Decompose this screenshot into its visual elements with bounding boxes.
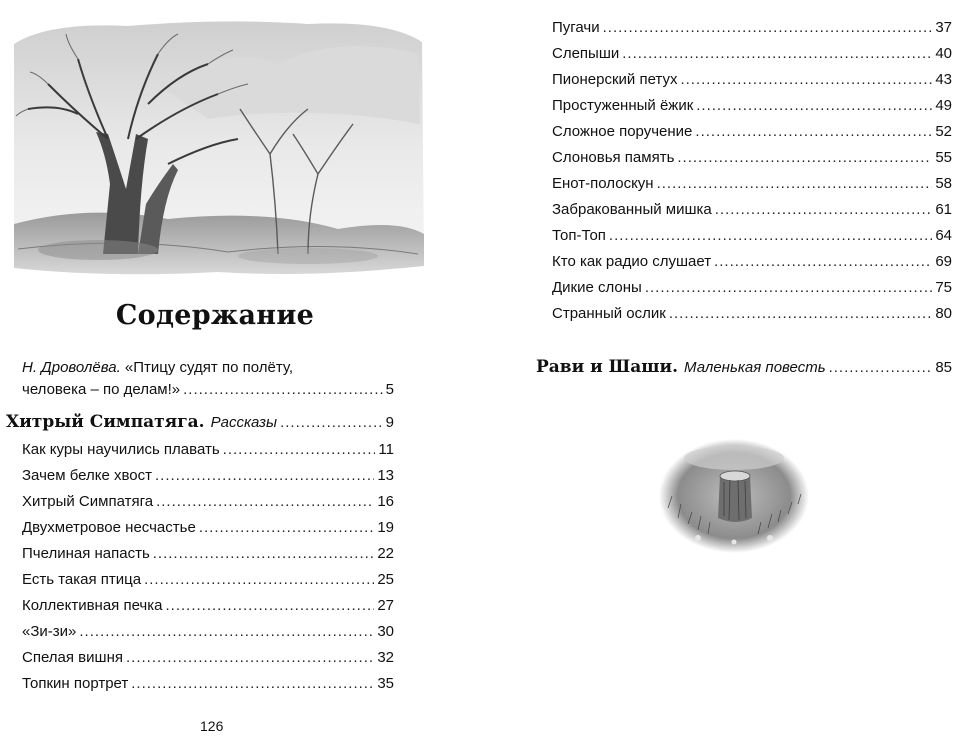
toc-item-page: 80	[935, 305, 952, 322]
toc-item[interactable]	[22, 519, 394, 537]
leader-dots	[223, 441, 376, 459]
toc-item[interactable]	[22, 571, 394, 589]
leader-dots	[622, 45, 932, 63]
toc-item[interactable]	[22, 441, 394, 459]
intro-page: 5	[385, 381, 394, 398]
leader-dots	[669, 305, 932, 323]
toc-item-title: Спелая вишня	[22, 649, 123, 666]
leader-dots	[183, 381, 383, 399]
intro-author: Н. Дроволёва.	[22, 359, 121, 376]
toc-item-page: 19	[377, 519, 394, 536]
toc-item-title: Забракованный мишка	[552, 201, 712, 218]
toc-item-title: Слоновья память	[552, 149, 675, 166]
toc-item-page: 58	[935, 175, 952, 192]
leader-dots	[609, 227, 932, 245]
leader-dots	[829, 359, 933, 377]
toc-item-page: 43	[935, 71, 952, 88]
toc-item-page: 75	[935, 279, 952, 296]
stump-vignette-illustration	[658, 438, 810, 554]
toc-intro-second-line[interactable]	[22, 381, 394, 399]
leader-dots	[199, 519, 375, 537]
toc-item-page: 16	[377, 493, 394, 510]
section-title: Хитрый Симпатяга.	[6, 412, 205, 432]
toc-item[interactable]	[22, 649, 394, 667]
toc-item-title: Как куры научились плавать	[22, 441, 220, 458]
toc-section-ravi-i-shashi[interactable]	[536, 358, 952, 377]
leader-dots	[696, 97, 932, 115]
toc-item-title: Есть такая птица	[22, 571, 142, 588]
leader-dots	[126, 649, 374, 667]
toc-item-page: 35	[377, 675, 394, 692]
toc-item-page: 30	[377, 623, 394, 640]
toc-item-page: 52	[935, 123, 952, 140]
toc-item[interactable]	[22, 675, 394, 693]
toc-item[interactable]	[22, 597, 394, 615]
intro-title-line2: человека – по делам!»	[22, 381, 181, 398]
leader-dots	[603, 19, 933, 37]
toc-item[interactable]	[22, 493, 394, 511]
toc-item-title: Дикие слоны	[552, 279, 642, 296]
toc-item[interactable]	[552, 253, 952, 271]
leader-dots	[79, 623, 374, 641]
toc-item-title: Хитрый Симпатяга	[22, 493, 154, 510]
toc-item[interactable]	[552, 149, 952, 167]
toc-item-title: Коллективная печка	[22, 597, 163, 614]
leader-dots	[155, 467, 374, 485]
toc-item[interactable]	[22, 467, 394, 485]
leader-dots	[165, 597, 374, 615]
toc-item[interactable]	[552, 97, 952, 115]
toc-item[interactable]	[552, 175, 952, 193]
leader-dots	[695, 123, 932, 141]
toc-item-title: Пионерский петух	[552, 71, 678, 88]
page-number: 126	[200, 718, 224, 734]
toc-item-title: Пугачи	[552, 19, 600, 36]
toc-item-title: Слепыши	[552, 45, 620, 62]
toc-item-title: Сложное поручение	[552, 123, 693, 140]
toc-item[interactable]	[552, 19, 952, 37]
leader-dots	[677, 149, 932, 167]
toc-section-khitry-simpatyaga[interactable]	[6, 413, 394, 432]
toc-item-page: 49	[935, 97, 952, 114]
toc-item[interactable]	[552, 201, 952, 219]
toc-item-title: «Зи-зи»	[22, 623, 77, 640]
toc-item-page: 32	[377, 649, 394, 666]
toc-item-title: Зачем белке хвост	[22, 467, 152, 484]
leader-dots	[144, 571, 374, 589]
leader-dots	[645, 279, 932, 297]
toc-item-page: 69	[935, 253, 952, 270]
intro-title-line1: «Птицу судят по полёту,	[124, 359, 294, 376]
toc-item-page: 13	[377, 467, 394, 484]
leader-dots	[657, 175, 933, 193]
leader-dots	[280, 414, 383, 432]
toc-item[interactable]	[22, 545, 394, 563]
toc-item-title: Енот-полоскун	[552, 175, 654, 192]
toc-item[interactable]	[552, 45, 952, 63]
toc-item-page: 64	[935, 227, 952, 244]
right-page	[480, 0, 960, 736]
toc-item-page: 37	[935, 19, 952, 36]
section-page: 85	[935, 359, 952, 376]
toc-item[interactable]	[22, 623, 394, 641]
section-subtitle: Маленькая повесть	[684, 359, 826, 376]
leader-dots	[156, 493, 374, 511]
toc-item-page: 22	[377, 545, 394, 562]
section-title: Рави и Шаши.	[536, 357, 679, 377]
toc-item-page: 40	[935, 45, 952, 62]
toc-item-page: 25	[377, 571, 394, 588]
toc-item-title: Топкин портрет	[22, 675, 129, 692]
leader-dots	[153, 545, 375, 563]
leader-dots	[714, 253, 932, 271]
toc-item-title: Пчелиная напасть	[22, 545, 150, 562]
leader-dots	[131, 675, 374, 693]
toc-item[interactable]	[552, 305, 952, 323]
toc-item-page: 61	[935, 201, 952, 218]
toc-item-page: 11	[378, 441, 394, 458]
toc-item[interactable]	[552, 123, 952, 141]
toc-item[interactable]	[552, 279, 952, 297]
toc-item-title: Топ-Топ	[552, 227, 606, 244]
leader-dots	[680, 71, 932, 89]
toc-intro-first-line	[22, 359, 293, 377]
toc-item-title: Кто как радио слушает	[552, 253, 712, 270]
toc-item-page: 55	[935, 149, 952, 166]
toc-item-title: Простуженный ёжик	[552, 97, 694, 114]
toc-item[interactable]	[552, 71, 952, 89]
toc-item[interactable]	[552, 227, 952, 245]
tree-landscape-illustration	[8, 14, 428, 280]
leader-dots	[715, 201, 933, 219]
section-subtitle: Рассказы	[210, 414, 278, 431]
page-title: Содержание	[115, 300, 315, 331]
section-page: 9	[385, 414, 394, 431]
toc-item-title: Двухметровое несчастье	[22, 519, 196, 536]
toc-item-title: Странный ослик	[552, 305, 666, 322]
toc-item-page: 27	[377, 597, 394, 614]
